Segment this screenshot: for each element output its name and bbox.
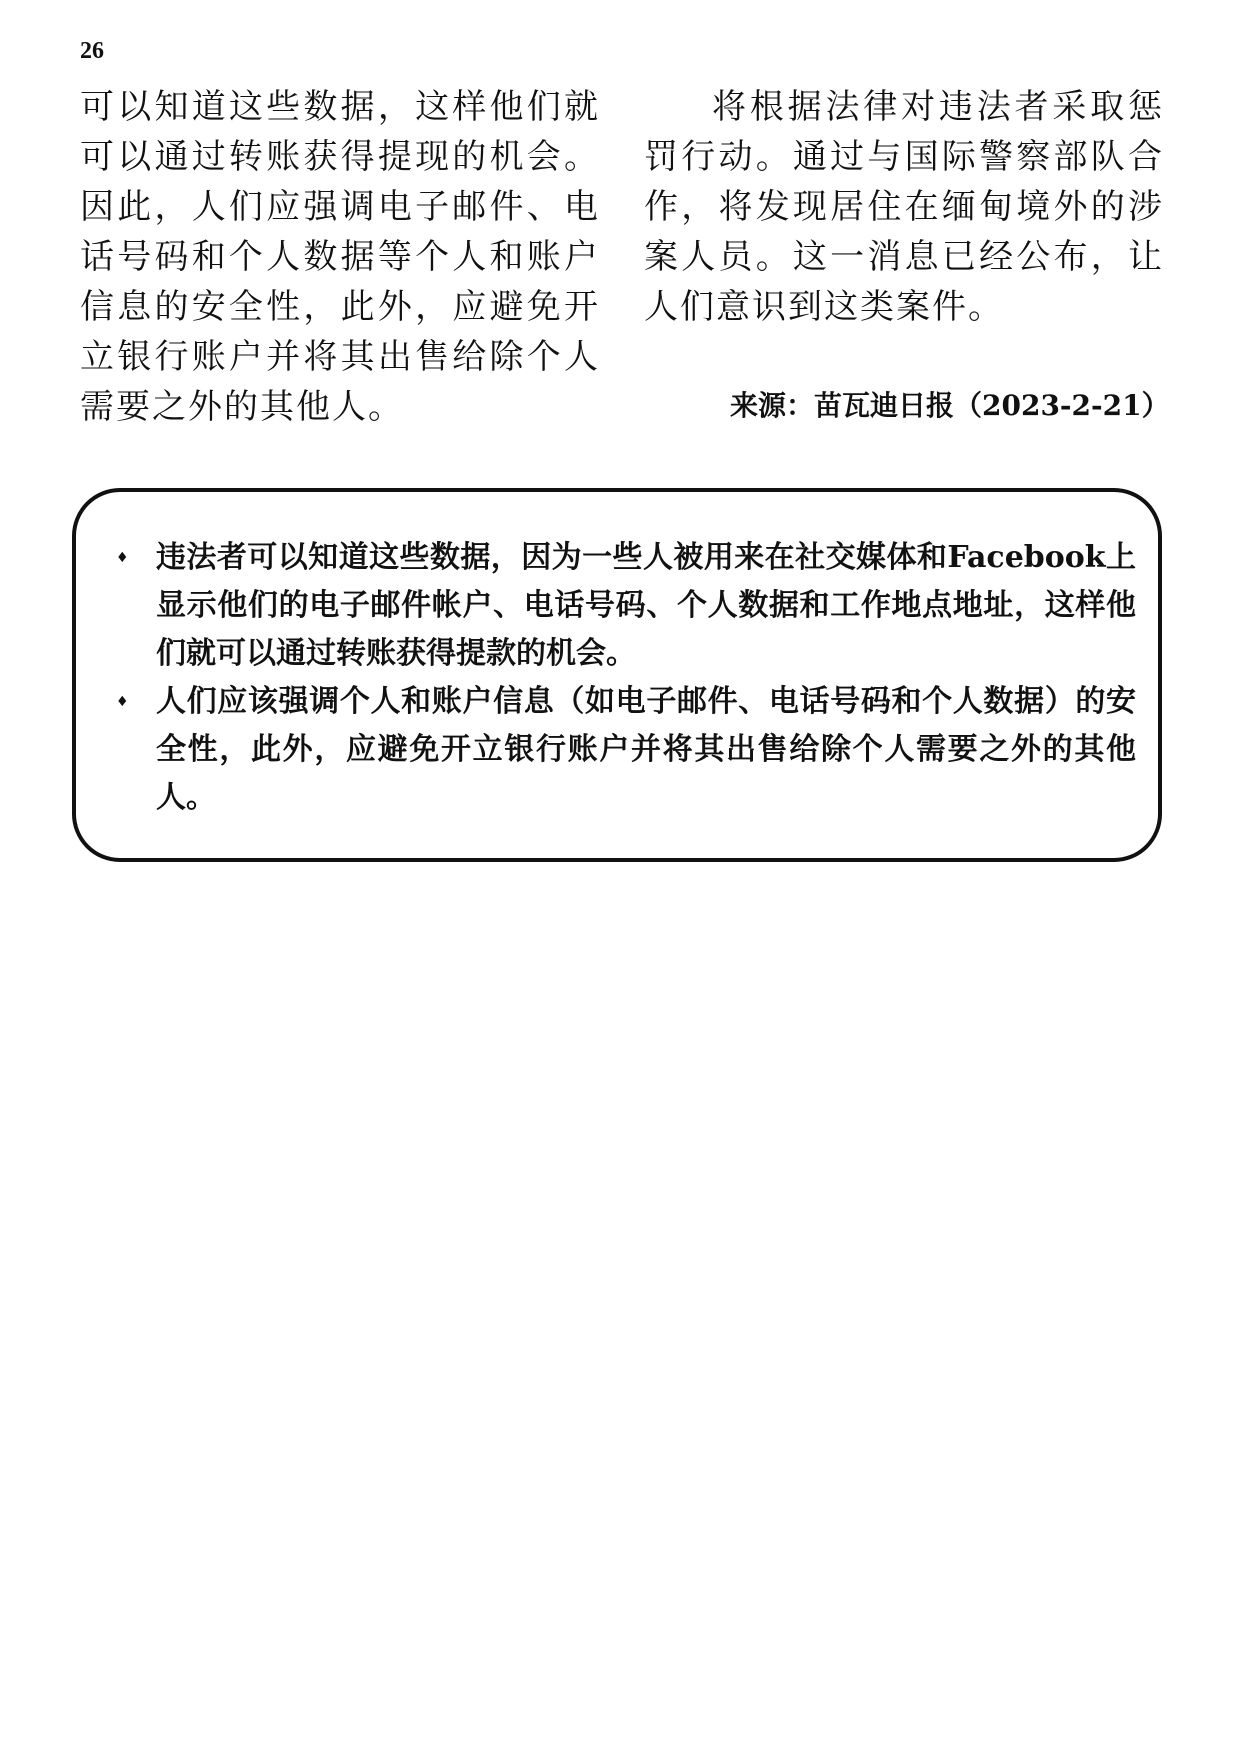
- article-left-column: [80, 82, 600, 432]
- summary-item-text: 人们应该强调个人和账户信息（如电子邮件、电话号码和个人数据）的安全性，此外，应避免开立银行账户并将其出售给除个人需要之外的其他人。: [156, 684, 1136, 815]
- article-paragraph-right: 将根据法律对违法者采取惩罚行动。通过与国际警察部队合作，将发现居住在缅甸境外的涉案人员。这一消息已经公布，让人们意识到这类案件。: [644, 87, 1164, 327]
- article-right-column: [644, 82, 1164, 332]
- summary-list: [96, 534, 1136, 822]
- diamond-bullet-icon: ♦: [116, 694, 129, 710]
- summary-box: [72, 488, 1162, 862]
- page-number: 26: [80, 38, 104, 64]
- article-source: 来源：苗瓦迪日报（2023-2-21）: [730, 389, 1170, 422]
- summary-item: [96, 678, 1136, 822]
- summary-item-text: 违法者可以知道这些数据，因为一些人被用来在社交媒体和Facebook上显示他们的电子邮件帐户、电话号码、个人数据和工作地点地址，这样他们就可以通过转账获得提款的机会。: [156, 540, 1136, 671]
- article-paragraph-left: 可以知道这些数据，这样他们就可以通过转账获得提现的机会。因此，人们应强调电子邮件、电话号码和个人数据等个人和账户信息的安全性，此外，应避免开立银行账户并将其出售给除个人需要之外的其他人。: [80, 87, 600, 427]
- summary-item: [96, 534, 1136, 678]
- diamond-bullet-icon: ♦: [116, 550, 129, 566]
